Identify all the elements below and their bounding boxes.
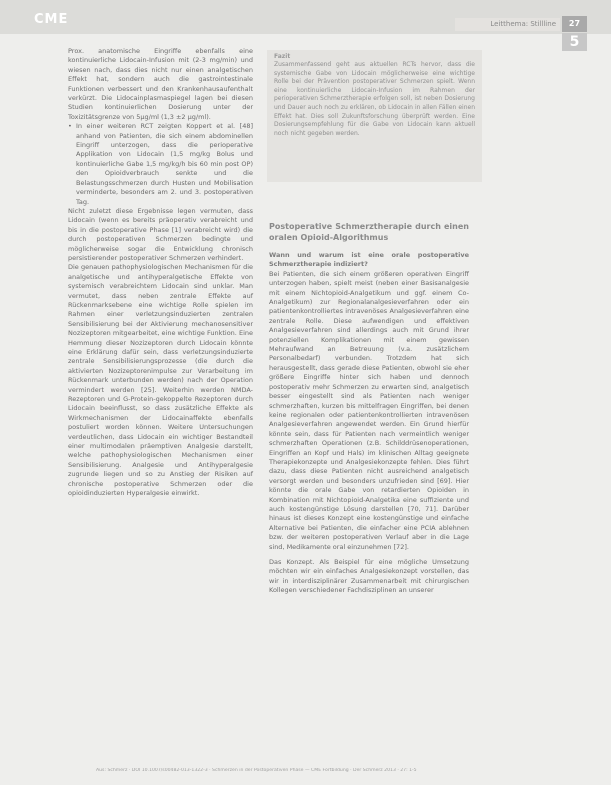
left-paragraph-1: Prox. anatomische Eingriffe ebenfalls eine kontinuierliche Lidocain-Infusion mit (2-3 mg/min) und wiesen nach, dass dies nicht nur einen analgetischen Effekt hat, sondern auch die gastrointestinale Funktionen verbessert und den Krankenhausaufenthalt verkürzt. Die Lidocainplasmaspiegel lagen bei diesen Studien kontinuierlichen Dosierung unter der Toxizitätsgrenze von 5μg/ml (1,3 ±2 μg/ml). [68, 47, 253, 121]
left-paragraph-3: Nicht zuletzt diese Ergebnisse legen vermuten, dass Lidocain (wenn es bereits präoperativ verabreicht und bis in die postoperative Phase [1] verabreicht wird) die durch postoperativen Schmerzen bedingte und möglicherweise sogar die Entwicklung chronisch persistierender postoperativer Schmerzen verhindert. [68, 206, 253, 262]
left-column [68, 47, 253, 499]
left-paragraph-4: Die genauen pathophysiologischen Mechanismen für die analgetische und antihyperalgetische Effekte von systemisch verabreichtem Lidocain sind unklar. Man vermutet, dass neben zentrale Effekte auf Rückenmarksebene eine wichtige Rolle spielen im Rahmen einer verletzungsinduzierten zentralen Sensibilisierung bei der Aktivierung mechanosensitiver Nozizeptoren mitgearbeitet, eine wichtige Funktion. Eine Hemmung dieser Nozizeptoren durch Lidocain könnte eine Erklärung dafür sein, dass verletzungsinduzierte zentrale Sensibilisierungsprozesse (die durch die aktivierten Nozizeptorenimpulse zur Verarbeitung im Rückenmark unterbunden werden) nach der Operation vermindert werden [25]. Weiterhin werden NMDA-Rezeptoren und G-Protein-gekoppelte Rezeptoren durch Lidocain beeinflusst, so dass zusätzliche Effekte als Wirkmechanismen der Lidocainaffekte ebenfalls postuliert worden können. Weitere Untersuchungen verdeutlichen, dass Lidocain ein wichtiger Bestandteil einer multimodalen präemptiven Analgesie darstellt, welche pathophysiologischen Mechanismen einer Sensibilisierung. Analgesie und Antihyperalgesie zugrunde liegen und so zu Anstieg der Risiken auf chronische postoperative Schmerzen oder die opioidinduzierten Hyperalgesie einwirkt. [68, 263, 253, 498]
right-paragraph-2: Das Konzept. Als Beispiel für eine mögliche Umsetzung möchten wir ein einfaches Analgesiekonzept vorstellen, das wir in interdisziplinärer Zusammenarbeit mit chirurgischen Kollegen verschiedener Fachdisziplinen an unserer [269, 558, 469, 595]
section-title: Leitthema: Stillline [455, 18, 560, 31]
summary-heading: Fazit [274, 53, 291, 60]
right-subheading: Wann und warum ist eine orale postoperative Schmerztherapie indiziert? [269, 251, 469, 269]
page-header-bar [0, 0, 611, 34]
right-paragraph-1: Bei Patienten, die sich einem größeren operativen Eingriff unterzogen haben, spielt meist (neben einer Basisanalgesie mit einem Nichtopioid-Analgetikum und ggf. einem Co-Analgetikum) zur Regionalanalgesieverfahren oder ein patientenkontrolliertes intravenöses Analgesieverfahren eine zentrale Rolle. Diese aufwendigen und effektiven Analgesieverfahren sind allerdings auch mit Grund ihrer potenziellen Komplikationen mit einem gewissen Mehraufwand an Betreuung (v.a. zusätzlichem Personalbedarf) verbunden. Trotzdem hat sich herausgestellt, dass gerade diese Patienten, obwohl sie eher größere Eingriffe hinter sich haben und dennoch postoperativ mehr Schmerzen zu erwarten sind, analgetisch besser eingestellt sind als Patienten nach weniger schmerzhaften, kurzen bis mittelfragen Eingriffen, bei denen keine regionalen oder patientenkontrollierten intravenösen Analgesieverfahren angewendet werden. Ein Grund hierfür könnte sein, dass für Patienten nach vermeintlich weniger schmerzhaften Operationen (z.B. Schilddrüsenoperationen, Eingriffen an Kopf und Hals) im klinischen Alltag geeignete Therapiekonzepte und Analgesiekonzepte fehlen. Dies führt dazu, dass diese Patienten nicht ausreichend analgetisch versorgt werden und besonders unzufrieden sind [69]. Hier könnte die orale Gabe von retardierten Opioiden in Kombination mit Nichtopioid-Analgetika eine suffiziente und auch kostengünstige Lösung darstellen [70, 71]. Darüber hinaus ist dieses Konzept eine kostengünstige und einfache Alternative bei Patienten, die einfacher eine PCIA ablehnen bzw. der weiteren postoperativen Verlauf aber in die Lage sind, Medikamente oral einzunehmen [72]. [269, 269, 469, 551]
page-number: 27 [562, 16, 587, 32]
section-heading: Postoperative Schmerztherapie durch einen oralen Opioid-Algorithmus [269, 222, 469, 242]
left-bullet-item: • In einer weiteren RCT zeigten Koppert et al. [48] anhand von Patienten, die sich einem abdominellen Eingriff unterzogen, dass die perioperative Applikation von Lidocain (1,5 mg/kg Bolus und kontinuierliche Gabe 1,5 mg/kg/h bis 60 min post OP) den Opioidverbrauch senkte und die Belastungsschmerzen durch Husten und Mobilisation verminderte, besonders am 2. und 3. postoperativen Tag. [68, 122, 253, 207]
summary-text: Zusammenfassend geht aus aktuellen RCTs hervor, dass die systemische Gabe von Lidocain möglicherweise eine wichtige Rolle bei der Prävention postoperativer Schmerzen spielt. Wenn eine kontinuierliche Lidocain-Infusion im Rahmen der perioperativen Schmerztherapie erfolgen soll, ist neben Dosierung und Dauer auch noch zu erklären, ob Lidocain in allen Fällen einen Effekt hat. Dies soll Zukunftsforschung überprüft werden. Eine Dosierungsempfehlung für die Gabe von Lidocain kann aktuell noch nicht gegeben werden. [274, 61, 475, 137]
summary-box [267, 50, 482, 182]
journal-logo: CME [34, 12, 69, 27]
right-column [269, 222, 469, 596]
page-footer: Aus: Schmerz · DOI 10.1007/s00482-013-1322-3 · Schmerzen in der Postoperativen Phase — CME Fortbildung · Der Schmerz 2013 · 27: 1-5 [96, 768, 417, 773]
chapter-tab: 5 [562, 33, 587, 51]
